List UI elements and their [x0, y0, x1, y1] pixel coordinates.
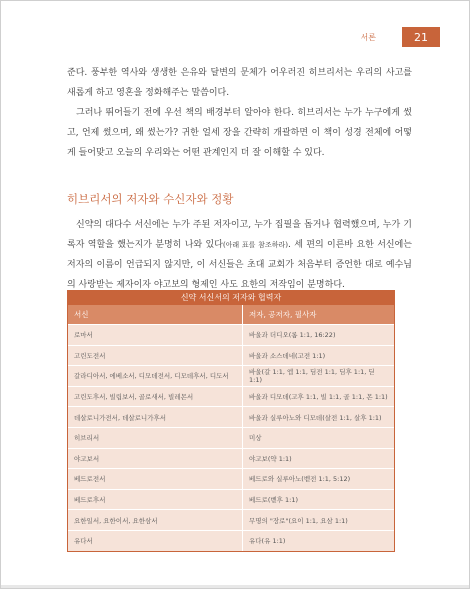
table-row: [68, 366, 394, 387]
letter-cell: 갈라디아서, 에베소서, 디모데전서, 디모데후서, 디도서: [68, 366, 243, 387]
column-header-letter: 서신: [68, 305, 243, 325]
author-cell: 바울과 디모데(고후 1:1, 빌 1:1, 골 1:1, 몬 1:1): [243, 386, 395, 407]
table-row: [68, 325, 394, 346]
table-row: [68, 345, 394, 366]
author-cell: 미상: [243, 427, 395, 448]
author-cell: 베드로(벧후 1:1): [243, 489, 395, 510]
letter-cell: 유다서: [68, 530, 243, 550]
table-row: [68, 427, 394, 448]
author-cell: 바울과 실루아노와 디모데(살전 1:1, 살후 1:1): [243, 407, 395, 428]
author-cell: 유다(유 1:1): [243, 530, 395, 550]
letter-cell: 요한일서, 요한이서, 요한삼서: [68, 510, 243, 531]
author-cell: 무명의 "장로"(요이 1:1, 요삼 1:1): [243, 510, 395, 531]
letter-cell: 야고보서: [68, 448, 243, 469]
letter-cell: 고린도후서, 빌립보서, 골로새서, 빌레몬서: [68, 386, 243, 407]
author-cell: 야고보(약 1:1): [243, 448, 395, 469]
body-text: [67, 63, 412, 295]
letter-cell: 히브리서: [68, 427, 243, 448]
table-title: 신약 서신서의 저자와 협력자: [68, 290, 394, 305]
paragraph-3-part-b: . 세 편의 이른바 요한 서신에는 저자의 이름이 언급되지 않지만, 이 서신들은 초대 교회가 처음부터 증언한 대로 예수님의 사랑받는 제자이자 야고보의 형제인 사도 요한의 저작임이 분명하다.: [67, 240, 412, 290]
table-header-row: [68, 305, 394, 325]
page-number: 21: [402, 27, 440, 47]
column-header-authors: 저자, 공저자, 필사자: [243, 305, 395, 325]
authors-table: [67, 290, 395, 552]
section-heading: 히브리서의 저자와 수신자와 정황: [67, 192, 234, 206]
author-cell: 베드로와 실루아노(벧전 1:1, 5:12): [243, 469, 395, 490]
author-cell: 바울과 더디오(롬 1:1, 16:22): [243, 325, 395, 346]
table-row: [68, 448, 394, 469]
paragraph-3: [67, 215, 412, 295]
letter-cell: 베드로전서: [68, 469, 243, 490]
page-header: [361, 27, 440, 47]
paragraph-1: 준다. 풍부한 역사와 생생한 은유와 달변의 문체가 어우러진 히브리서는 우리의 사고를 새롭게 하고 영혼을 정화해주는 말씀이다.: [67, 68, 412, 98]
table-row: [68, 386, 394, 407]
section-label: 서론: [360, 32, 376, 42]
author-cell: 바울(갈 1:1, 엡 1:1, 딤전 1:1, 딤후 1:1, 딛 1:1): [243, 366, 395, 387]
paragraph-3-part-a: 신약의 대다수 서신에는 누가 주된 저자이고, 누가 집필을 돕거나 협력했으며, 누가 기록자 역할을 했는지가 분명히 나와 있다: [67, 220, 412, 250]
table-row: [68, 510, 394, 531]
letter-cell: 고린도전서: [68, 345, 243, 366]
table-row: [68, 469, 394, 490]
letter-cell: 로마서: [68, 325, 243, 346]
authors-table-grid: [68, 305, 394, 551]
paragraph-2: 그러나 뛰어들기 전에 우선 책의 배경부터 알아야 한다. 히브리서는 누가 누구에게 썼고, 언제 썼으며, 왜 썼는가? 귀한 얼세 장을 간략히 개괄하면 이 책이 성경 전체에 어떻게 들어맞고 오늘의 우리와는 어떤 관계인지 더 잘 이해할 수 있다.: [67, 108, 412, 158]
table-row: [68, 489, 394, 510]
table-row: [68, 530, 394, 550]
table-reference-note: (아래 표를 참조하라): [222, 241, 288, 249]
table-row: [68, 407, 394, 428]
author-cell: 바울과 소스데네(고전 1:1): [243, 345, 395, 366]
letter-cell: 베드로후서: [68, 489, 243, 510]
letter-cell: 데살로니가전서, 데살로니가후서: [68, 407, 243, 428]
